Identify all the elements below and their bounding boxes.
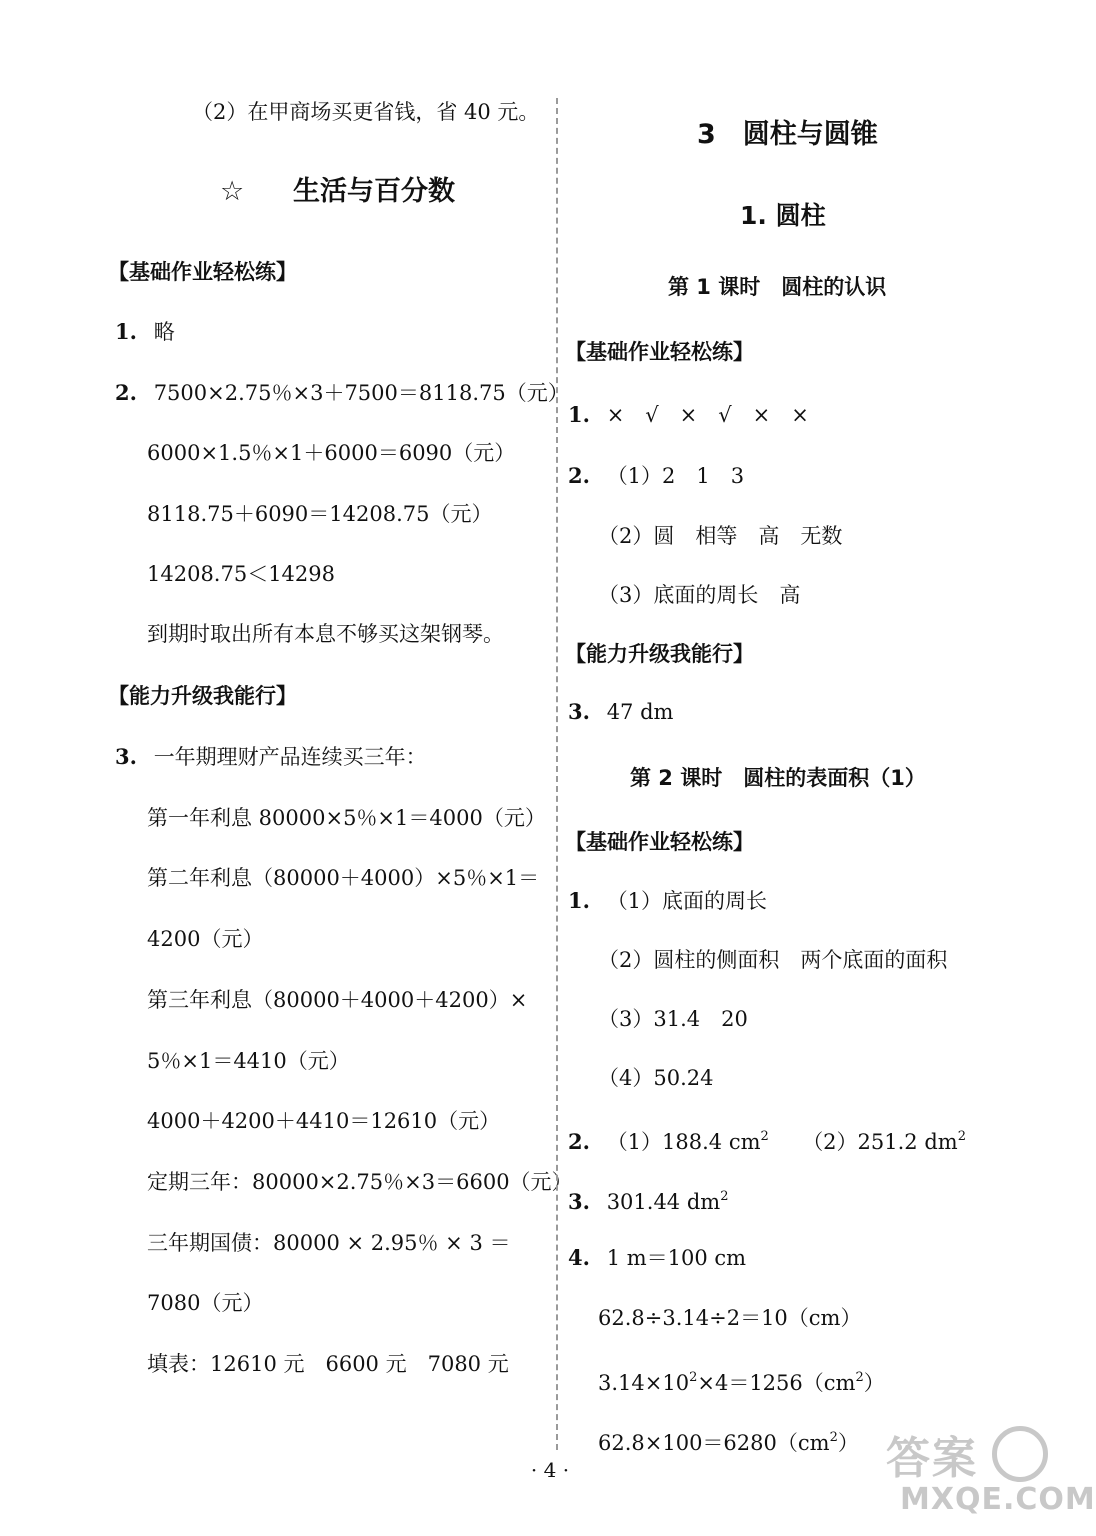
right-ability-label: 【能力升级我能行】 [565,642,754,666]
item-text: （1）2 1 3 [606,464,745,488]
expr-part: 62.8×100＝6280（cm [598,1431,830,1455]
lesson-2-title: 第 2 课时 圆柱的表面积（1） [630,766,926,790]
right-l2-item-1-line-2: （2）圆柱的侧面积 两个底面的面积 [598,948,948,972]
right-l2-item-4 [568,1243,746,1273]
item-number: 1. [568,402,590,427]
superscript: 2 [720,1189,729,1204]
left-item-3-line-3: 第二年利息（80000＋4000）×5％×1＝ [147,866,540,890]
superscript: 2 [760,1129,769,1144]
right-l1-item-1 [568,400,809,430]
right-l2-item-3 [568,1182,728,1217]
left-item-3-line-7: 4000＋4200＋4410＝12610（元） [147,1109,501,1133]
answer-part-2: （2）251.2 dm [802,1130,958,1154]
item-number: 1. [568,888,590,913]
item-number: 1. [115,319,137,344]
left-item-2-line-3: 8118.75＋6090＝14208.75（元） [147,502,493,526]
left-item-3-line-2: 第一年利息 80000×5％×1＝4000（元） [147,806,546,830]
left-item-1 [115,317,175,347]
left-item-2-line-5: 到期时取出所有本息不够买这架钢琴。 [147,622,504,646]
chapter-title: 3 圆柱与圆锥 [697,119,878,150]
item-number: 2. [568,1129,590,1154]
expr-part: 3.14×10 [598,1371,690,1395]
item-number: 2. [115,380,137,405]
item-number: 4. [568,1245,590,1270]
column-divider [556,98,558,1450]
item-number: 3. [568,699,590,724]
right-l2-item-4-line-2: 62.8÷3.14÷2＝10（cm） [598,1306,862,1330]
answer-part-1: （1）188.4 cm [606,1130,761,1154]
item-text: 略 [153,320,175,344]
left-top-line: （2）在甲商场买更省钱，省 40 元。 [192,100,540,124]
lesson-1-title: 第 1 课时 圆柱的认识 [668,275,887,299]
right-l2-item-2 [568,1122,966,1157]
left-basic-label: 【基础作业轻松练】 [108,260,297,284]
subchapter-title: 1. 圆柱 [740,201,826,230]
left-item-3-line-10: 7080（元） [147,1291,264,1315]
expr-part: ） [863,1371,885,1395]
left-ability-label: 【能力升级我能行】 [108,684,297,708]
star-icon: ☆ [220,176,245,207]
left-item-3-line-6: 5％×1＝4410（元） [147,1049,350,1073]
expr-part: ） [837,1431,859,1455]
watermark-circle-icon [992,1426,1048,1482]
left-item-3-line-5: 第三年利息（80000＋4000＋4200）× [147,988,528,1012]
watermark-text: 答案 [886,1433,978,1484]
superscript: 2 [957,1129,966,1144]
left-item-3-line-8: 定期三年：80000×2.75％×3＝6600（元） [147,1170,573,1194]
item-text: （1）底面的周长 [606,889,768,913]
left-item-2-line-4: 14208.75＜14298 [147,562,336,586]
item-text: 301.44 dm [606,1190,721,1214]
right-l2-item-1-line-3: （3）31.4 20 [598,1007,748,1031]
page-number: · 4 · [530,1458,570,1482]
right-l2-item-4-line-3 [598,1363,885,1398]
right-l2-item-1 [568,886,767,916]
right-l2-item-1-line-4: （4）50.24 [598,1066,714,1090]
left-item-2-line-2: 6000×1.5％×1＋6000＝6090（元） [147,441,516,465]
left-item-2 [115,378,569,408]
item-number: 3. [568,1189,590,1214]
right-l1-item-2 [568,461,744,491]
superscript: 2 [689,1370,698,1385]
right-basic-label: 【基础作业轻松练】 [565,340,754,364]
watermark-logo [880,1418,1096,1530]
watermark-url: MXQE.COM [900,1482,1096,1517]
superscript: 2 [855,1370,864,1385]
right-l1-item-2-line-2: （2）圆 相等 高 无数 [598,524,843,548]
left-item-3-line-11: 填表：12610 元 6600 元 7080 元 [147,1352,509,1376]
item-text: 47 dm [606,700,674,724]
expr-part: ×4＝1256（cm [697,1371,856,1395]
left-section-title: 生活与百分数 [293,176,456,207]
item-text: 1 m＝100 cm [606,1246,747,1270]
right-l2-item-4-line-4 [598,1423,859,1458]
right-basic-label-2: 【基础作业轻松练】 [565,830,754,854]
item-text: 一年期理财产品连续买三年： [153,745,427,769]
right-l1-item-2-line-3: （3）底面的周长 高 [598,583,801,607]
left-item-3-line-9: 三年期国债：80000 × 2.95％ × 3 ＝ [147,1231,511,1255]
left-item-3-line-4: 4200（元） [147,927,264,951]
item-number: 2. [568,463,590,488]
right-l1-item-3 [568,697,673,727]
left-section-heading [220,174,455,210]
superscript: 2 [829,1430,838,1445]
item-text: 7500×2.75％×3＋7500＝8118.75（元） [153,381,569,405]
item-text: × √ × √ × × [606,403,809,427]
left-item-3 [115,742,427,772]
item-number: 3. [115,744,137,769]
